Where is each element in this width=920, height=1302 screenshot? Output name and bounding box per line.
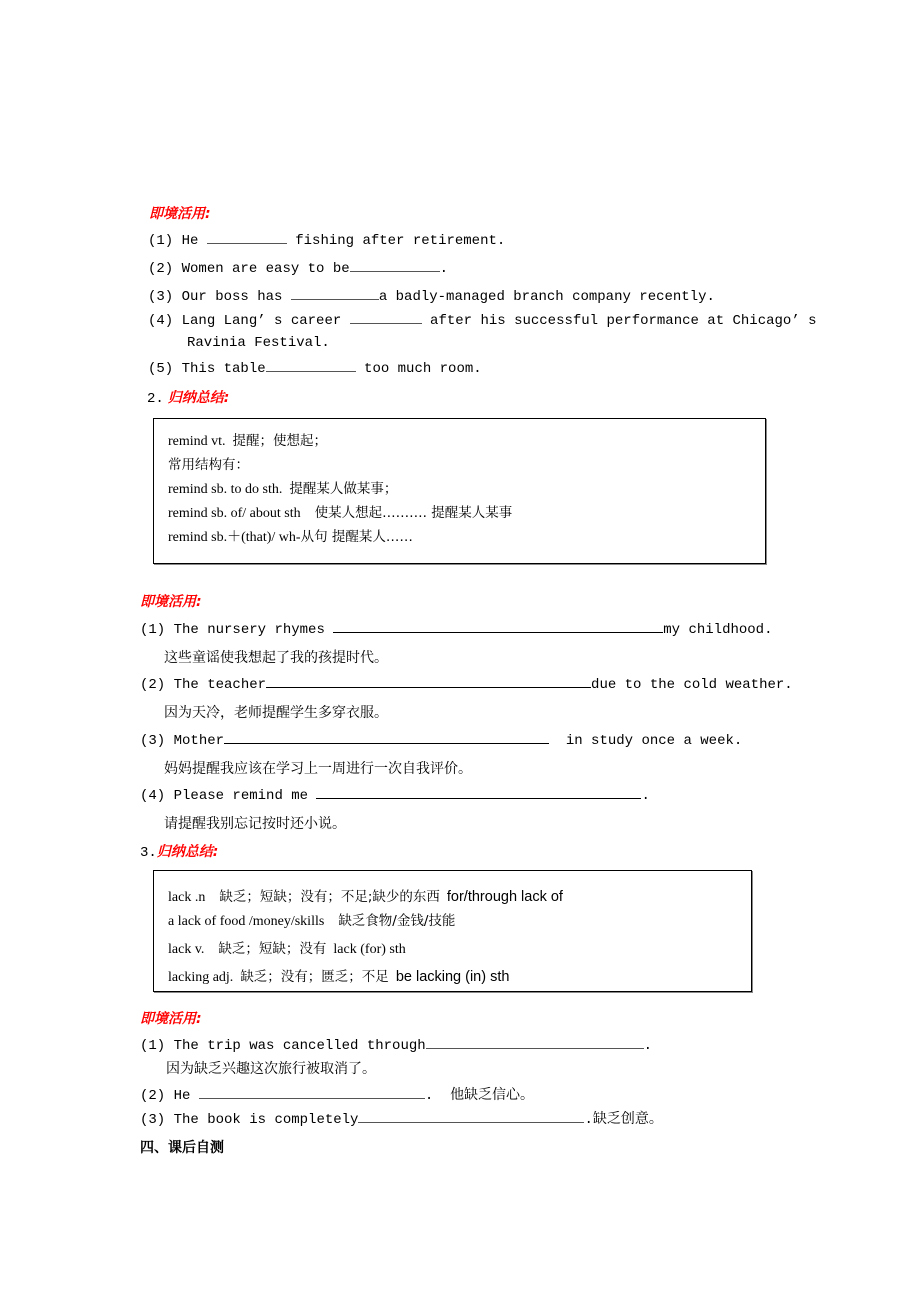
item-number: (1) xyxy=(140,622,166,638)
box-line: remind sb. to do sth. 提醒某人做某事； xyxy=(168,481,398,497)
item-number: (4) xyxy=(140,788,166,804)
answer-blank[interactable] xyxy=(266,675,591,688)
section3-heading: 即境活用: xyxy=(140,1011,202,1027)
box-line: lacking adj. 缺乏；没有；匮乏；不足 be lacking (in) sth xyxy=(168,969,510,985)
s2-item-3-translation: 妈妈提醒我应该在学习上一周进行一次自我评价。 xyxy=(164,761,472,777)
item-number: (1) xyxy=(148,233,174,249)
s1-item-2 xyxy=(148,259,448,277)
summary-number: 2. xyxy=(147,391,164,407)
remind-summary-box xyxy=(153,418,766,564)
item-text-after: too much room. xyxy=(355,361,482,377)
s2-item-2 xyxy=(140,675,793,693)
item-number: (3) xyxy=(148,289,174,305)
item-text-before: He xyxy=(181,233,207,249)
item-text-after: . xyxy=(641,788,650,804)
box-line: remind sb.＋(that)/ wh-从句 提醒某人…… xyxy=(168,529,413,545)
summary-heading: 归纳总结: xyxy=(167,390,230,406)
s3-item-1 xyxy=(140,1036,652,1054)
item-text-after: due to the cold weather. xyxy=(591,677,793,693)
item-text-after: after his successful performance at Chicago’ s xyxy=(421,313,817,329)
item-text-after: . xyxy=(584,1112,593,1128)
s2-item-3 xyxy=(140,731,742,749)
item-number: (1) xyxy=(140,1038,166,1054)
box-line: lack v. 缺乏；短缺；没有 lack (for) sth xyxy=(168,941,406,957)
item-text-before: Our boss has xyxy=(181,289,291,305)
s2-item-2-translation: 因为天冷，老师提醒学生多穿衣服。 xyxy=(164,705,388,721)
item-translation: 缺乏创意。 xyxy=(592,1111,663,1127)
item-text-after: . xyxy=(643,1038,653,1054)
answer-blank[interactable] xyxy=(350,311,422,324)
box-line: remind sb. of/ about sth 使某人想起………. 提醒某人某事 xyxy=(168,505,513,521)
item-number: (3) xyxy=(140,1112,166,1128)
item-text-before: Please remind me xyxy=(173,788,317,804)
item-number: (3) xyxy=(140,733,166,749)
answer-blank[interactable] xyxy=(207,231,287,244)
s1-item-4-continuation: Ravinia Festival. xyxy=(187,335,330,351)
item-text-before: This table xyxy=(181,361,266,377)
answer-blank[interactable] xyxy=(358,1110,584,1123)
s2-item-4-translation: 请提醒我别忘记按时还小说。 xyxy=(164,816,346,832)
item-text-before: Mother xyxy=(173,733,225,749)
item-text-before: Women are easy to be xyxy=(181,261,350,277)
s2-item-1 xyxy=(140,620,772,638)
item-text-after: fishing after retirement. xyxy=(286,233,506,249)
item-number: (2) xyxy=(140,677,166,693)
s1-item-4 xyxy=(148,311,817,329)
item-text-after: a badly-managed branch company recently. xyxy=(378,289,715,305)
item-text-after: . xyxy=(424,1088,434,1104)
box-line: 常用结构有： xyxy=(168,457,249,473)
answer-blank[interactable] xyxy=(291,287,379,300)
item-number: (2) xyxy=(148,261,174,277)
item-translation: 他缺乏信心。 xyxy=(450,1087,535,1103)
summary-number: 3. xyxy=(140,845,157,861)
lack-summary-box xyxy=(153,870,752,992)
s3-item-3 xyxy=(140,1108,663,1128)
box-line: a lack of food /money/skills 缺乏食物/金钱/技能 xyxy=(168,913,456,929)
item-text-before: Lang Lang’ s career xyxy=(181,313,350,329)
item-text-before: The nursery rhymes xyxy=(173,622,334,638)
summary-heading: 归纳总结: xyxy=(156,844,219,860)
s2-item-1-translation: 这些童谣使我想起了我的孩提时代。 xyxy=(164,650,388,666)
item-text-before: The book is completely xyxy=(173,1112,359,1128)
answer-blank[interactable] xyxy=(426,1036,644,1049)
s3-item-2 xyxy=(140,1084,534,1104)
item-text-before: The teacher xyxy=(173,677,267,693)
s1-item-3 xyxy=(148,287,715,305)
answer-blank[interactable] xyxy=(266,359,356,372)
answer-blank[interactable] xyxy=(333,620,663,633)
answer-blank[interactable] xyxy=(224,731,549,744)
section2-heading: 即境活用: xyxy=(140,594,202,610)
answer-blank[interactable] xyxy=(199,1086,425,1099)
item-text-after: . xyxy=(439,261,449,277)
answer-blank[interactable] xyxy=(350,259,440,272)
item-text-after: in study once a week. xyxy=(549,733,743,749)
item-text-before: He xyxy=(173,1088,199,1104)
section1-heading: 即境活用: xyxy=(149,206,211,222)
s2-item-4 xyxy=(140,786,650,804)
item-number: (4) xyxy=(148,313,174,329)
item-number: (2) xyxy=(140,1088,166,1104)
item-number: (5) xyxy=(148,361,174,377)
s3-item-1-translation: 因为缺乏兴趣这次旅行被取消了。 xyxy=(166,1061,376,1077)
summary3-heading-row xyxy=(140,841,218,861)
item-text-before: The trip was cancelled through xyxy=(173,1038,426,1054)
box-line: lack .n 缺乏；短缺；没有；不足;缺少的东西 for/through lack of xyxy=(168,889,563,905)
answer-blank[interactable] xyxy=(316,786,641,799)
s1-item-1 xyxy=(148,231,505,249)
section4-title: 四、课后自测 xyxy=(140,1140,224,1156)
box-line: remind vt. 提醒；使想起； xyxy=(168,433,328,449)
item-text-after: my childhood. xyxy=(663,622,773,638)
summary2-heading-row xyxy=(147,387,229,407)
s1-item-5 xyxy=(148,359,482,377)
